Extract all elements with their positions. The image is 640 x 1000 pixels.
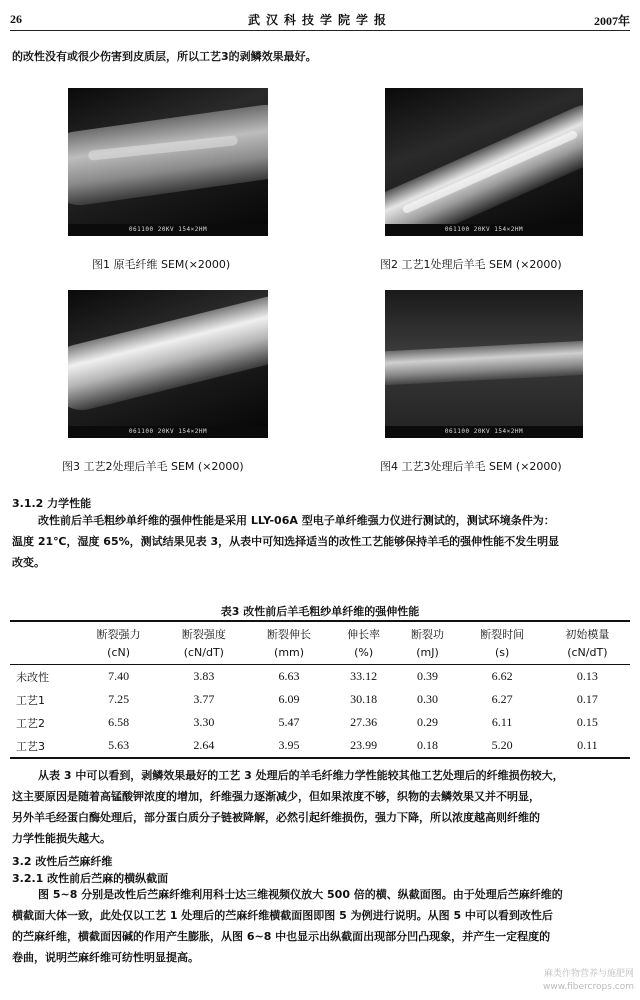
row-label: 工艺3: [10, 734, 76, 758]
table-cell: 0.30: [417, 692, 439, 706]
table-units-row: [10, 643, 630, 665]
table-cell: 7.40: [108, 669, 130, 683]
paragraph-line: 图 5~8 分别是改性后苎麻纤维利用科士达三维视频仪放大 500 倍的横、纵截面图。由于处理后苎麻纤维的: [38, 888, 563, 901]
table-cell: 6.11: [491, 715, 513, 729]
table-header-row: [10, 621, 630, 643]
column-header: 断裂强度: [161, 621, 246, 643]
table-cell: 6.62: [491, 669, 513, 683]
table-row: [10, 688, 630, 711]
paragraph-line: 力学性能损失越大。: [12, 832, 111, 845]
table-cell: 0.13: [576, 669, 598, 683]
figure-4-scale-bar: 061100 20KV 154×2HM: [385, 426, 583, 438]
table-cell: 0.17: [576, 692, 598, 706]
watermark: [543, 968, 634, 994]
table-cell: 30.18: [350, 692, 378, 706]
column-header: 断裂功: [396, 621, 460, 643]
table-cell: 6.63: [278, 669, 300, 683]
section-heading-3-1-2: 3.1.2 力学性能: [12, 497, 92, 510]
table-row: [10, 734, 630, 758]
table-cell: 27.36: [350, 715, 378, 729]
table-cell: 6.09: [278, 692, 300, 706]
paragraph-line: 从表 3 中可以看到，剥鳞效果最好的工艺 3 处理后的羊毛纤维力学性能较其他工艺处理后的纤维损伤较大，: [38, 769, 564, 782]
paragraph-mechanical-properties: [12, 510, 632, 573]
table-3-caption: 表3 改性前后羊毛粗纱单纤维的强伸性能: [220, 605, 420, 618]
column-unit: (cN/dT): [161, 643, 246, 665]
table-row: [10, 665, 630, 689]
journal-title: 武汉科技学院学报: [247, 13, 392, 27]
figure-2-scale-bar: 061100 20KV 154×2HM: [385, 224, 583, 236]
page-number: 26: [10, 12, 22, 26]
row-label: 工艺1: [16, 693, 45, 707]
issue-year: 2007年: [593, 14, 630, 28]
table-cell: 3.95: [246, 734, 331, 758]
table-cell: 2.64: [161, 734, 246, 758]
table-cell: 0.39: [417, 669, 439, 683]
paragraph-line: 另外羊毛经蛋白酶处理后，部分蛋白质分子链被降解，必然引起纤维损伤，强力下降，所以浓度越高则纤维的: [12, 811, 540, 824]
column-header: 断裂伸长: [246, 621, 331, 643]
table-cell: 7.25: [108, 692, 130, 706]
row-label: 未改性: [16, 670, 49, 684]
table-cell: 5.63: [76, 734, 161, 758]
figure-4-caption: 图4 工艺3处理后羊毛 SEM (×2000): [380, 460, 562, 473]
table-cell: 23.99: [332, 734, 396, 758]
table-3: [10, 620, 630, 759]
figure-1-scale-bar: 061100 20KV 154×2HM: [68, 224, 268, 236]
paragraph-line: 改性前后羊毛粗纱单纤维的强伸性能是采用 LLY-06A 型电子单纤维强力仪进行测试的，测试环境条件为：: [38, 514, 555, 527]
column-unit: (cN): [76, 643, 161, 665]
column-unit: (%): [332, 643, 396, 665]
figure-3-scale-bar: 061100 20KV 154×2HM: [68, 426, 268, 438]
figure-2-caption: 图2 工艺1处理后羊毛 SEM (×2000): [380, 258, 562, 271]
table-cell: 3.83: [193, 669, 215, 683]
figure-2-sem-image: [385, 88, 583, 236]
section-heading-3-2: 3.2 改性后苎麻纤维: [12, 855, 113, 868]
paragraph-line: 卷曲，说明苎麻纤维可纺性明显提高。: [12, 951, 199, 964]
column-unit: (s): [460, 643, 545, 665]
section-heading-3-2-1: 3.2.1 改性前后苎麻的横纵截面: [12, 872, 169, 885]
table-corner-cell: [10, 643, 76, 665]
paragraph-line: 改变。: [12, 556, 45, 569]
column-header: 伸长率: [332, 621, 396, 643]
figure-4-sem-image: [385, 290, 583, 438]
table-cell: 0.18: [396, 734, 460, 758]
page-header: [10, 8, 630, 31]
table-cell: 6.58: [108, 715, 130, 729]
paragraph-line: 这主要原因是随着高锰酸钾浓度的增加，纤维强力逐渐减少，但如果浓度不够，织物的去鳞效果又并不明显，: [12, 790, 540, 803]
table-cell: 0.11: [545, 734, 630, 758]
table-corner-cell: [10, 621, 76, 643]
table-cell: 5.47: [278, 715, 300, 729]
column-unit: (cN/dT): [545, 643, 630, 665]
figure-3-sem-image: [68, 290, 268, 438]
column-unit: (mm): [246, 643, 331, 665]
table-row: [10, 711, 630, 734]
paragraph-line: 温度 21℃，湿度 65%，测试结果见表 3，从表中可知选择适当的改性工艺能够保持羊毛的强伸性能不发生明显: [12, 535, 560, 548]
column-unit: (mJ): [396, 643, 460, 665]
table-cell: 0.15: [576, 715, 598, 729]
row-label: 工艺2: [16, 716, 45, 730]
column-header: 断裂时间: [460, 621, 545, 643]
figure-1-caption: 图1 原毛纤维 SEM(×2000): [92, 258, 231, 271]
watermark-line: 麻类作物营养与施肥网: [543, 969, 634, 979]
intro-line: 的改性没有或很少伤害到皮质层，所以工艺3的剥鳞效果最好。: [12, 50, 317, 63]
paragraph-ramie-cross-section: [12, 884, 632, 968]
column-header: 断裂强力: [76, 621, 161, 643]
figure-3-caption: 图3 工艺2处理后羊毛 SEM (×2000): [62, 460, 244, 473]
watermark-line: www.fibercrops.com: [543, 982, 634, 992]
paragraph-line: 横截面大体一致，此处仅以工艺 1 处理后的苎麻纤维横截面图即图 5 为例进行说明。从图 5 中可以看到改性后: [12, 909, 553, 922]
table-cell: 0.29: [417, 715, 439, 729]
figure-1-sem-image: [68, 88, 268, 236]
paragraph-table-discussion: [12, 765, 632, 849]
column-header: 初始模量: [545, 621, 630, 643]
table-cell: 33.12: [350, 669, 378, 683]
table-cell: 3.30: [193, 715, 215, 729]
table-cell: 6.27: [491, 692, 513, 706]
table-cell: 5.20: [460, 734, 545, 758]
paragraph-line: 的苎麻纤维，横截面因碱的作用产生膨胀，从图 6~8 中也显示出纵截面出现部分凹凸现象，并产生一定程度的: [12, 930, 551, 943]
table-cell: 3.77: [193, 692, 215, 706]
